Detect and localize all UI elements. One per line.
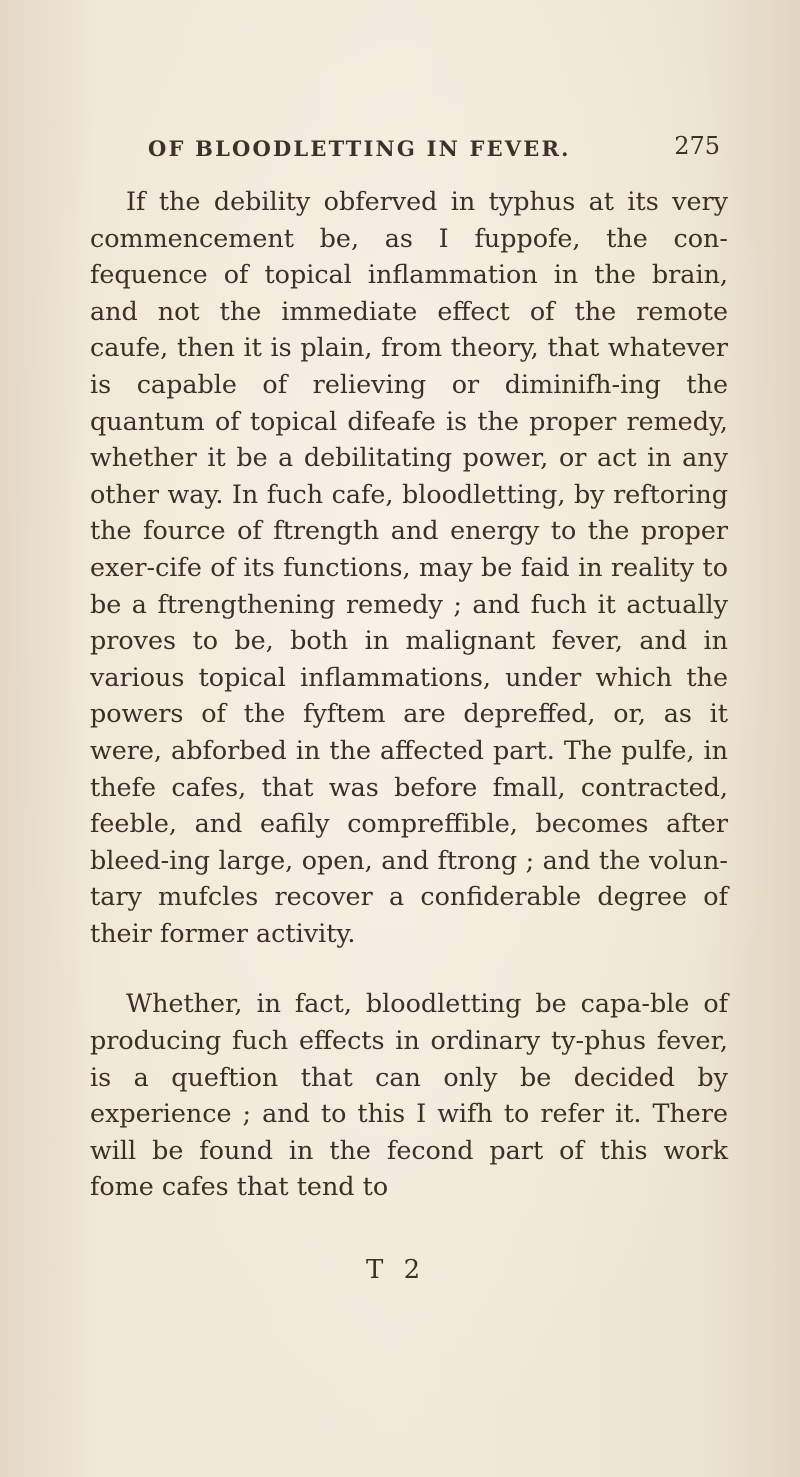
paragraph: If the debility obferved in typhus at its very commencement be, as I fuppofe, the con-fequence of topical inflammation in the brain, and not the immediate effect of the remote caufe, then it is plain, from theory, that whatever is capable of relieving or diminifh-ing the quantum of topical difeafe is the proper remedy, whether it be a debilitating power, or act in any other way. In fuch cafe, bloodletting, by reftoring the fource of ftrength and energy to the proper exer-cife of its functions, may be faid in reality to be a ftrengthening remedy ; and fuch it actually proves to be, both in malignant fever, and in various topical inflammations, under which the powers of the fyftem are depreffed, or, as it were, abforbed in the affected part. The pulfe, in thefe cafes, that was before fmall, contracted, feeble, and eafily compreffible, becomes after bleed-ing large, open, and ftrong ; and the volun-tary mufcles recover a confiderable degree of their former activity.	[90, 186, 728, 948]
signature-mark: T 2	[366, 1255, 427, 1285]
paragraph: Whether, in fact, bloodletting be capa-ble of producing fuch effects in ordinary ty-phus fever, is a queftion that can only be decided by experience ; and to this I wifh to refer it. There will be found in the fecond part of this work fome cafes that tend to	[90, 988, 728, 1202]
running-head: OF BLOODLETTING IN FEVER.	[148, 136, 571, 161]
body-text	[90, 183, 728, 1205]
page-header	[148, 130, 758, 170]
page-number: 275	[674, 132, 720, 160]
